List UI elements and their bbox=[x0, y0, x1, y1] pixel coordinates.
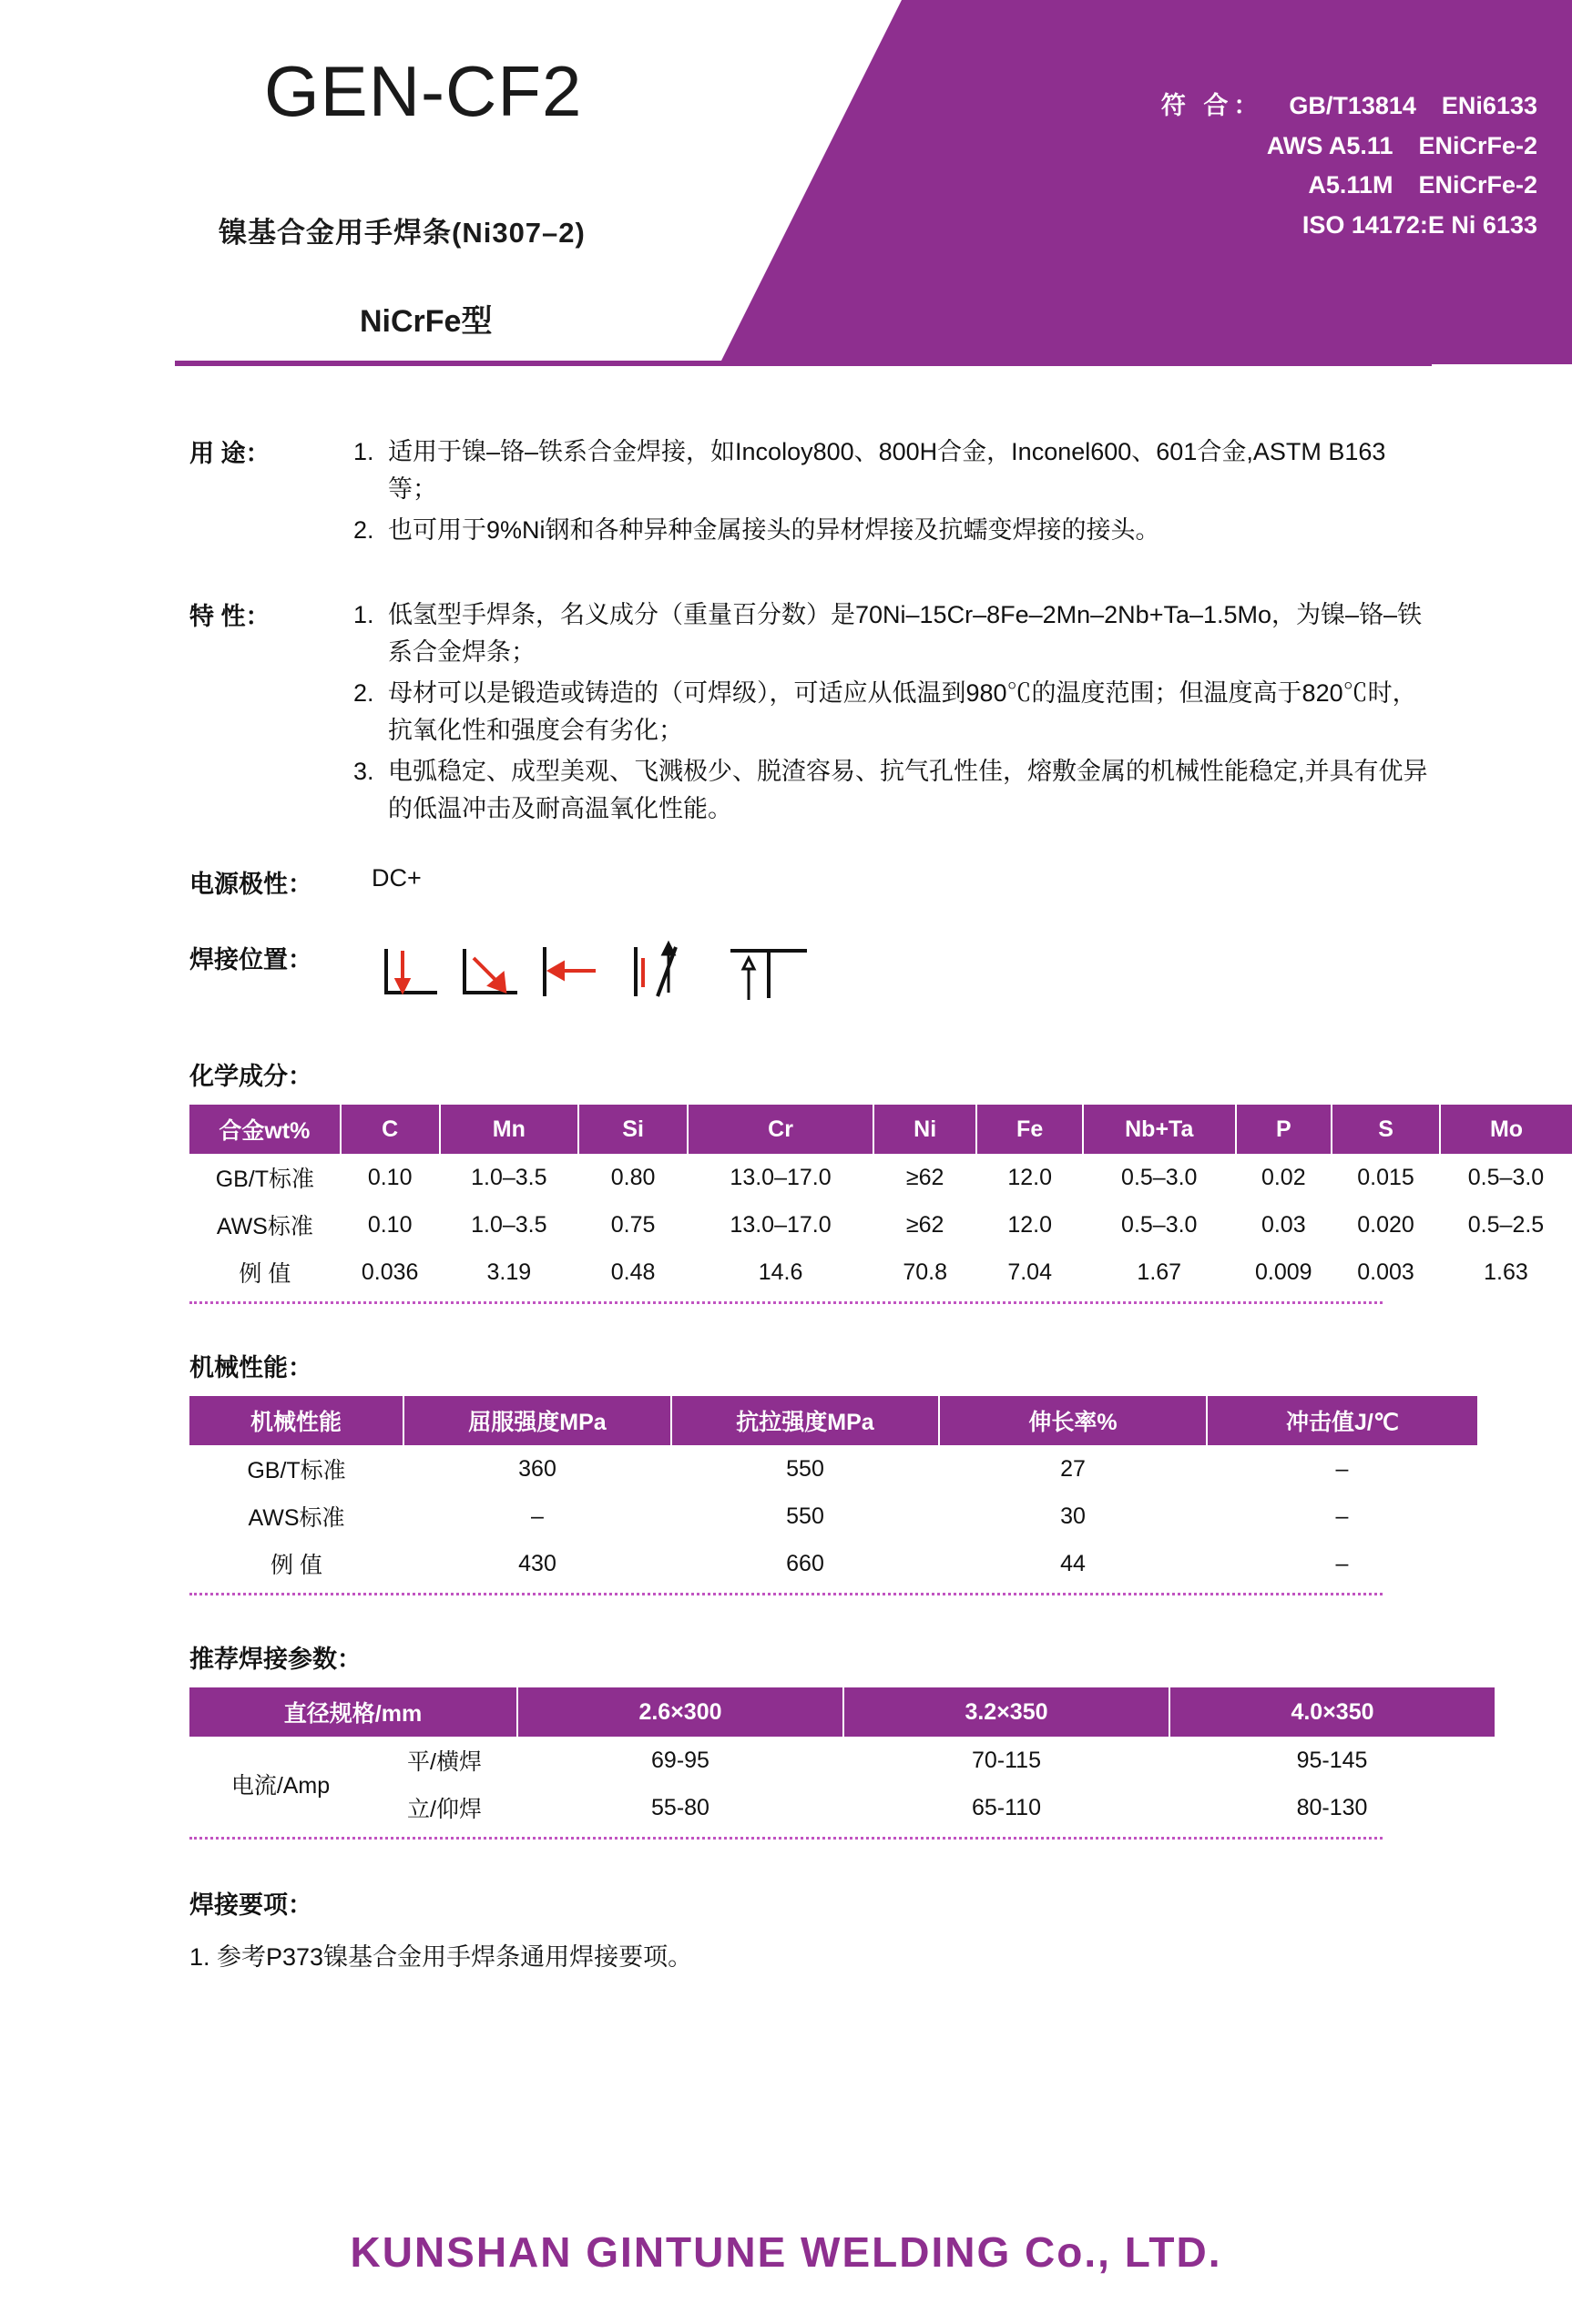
chem-r1-c3: 0.75 bbox=[610, 1211, 656, 1238]
chem-r1-c1: 0.10 bbox=[367, 1211, 413, 1238]
table-header-row bbox=[189, 1396, 1477, 1445]
chemistry-heading: 化学成分： bbox=[189, 1063, 312, 1091]
mech-r2-c2: 660 bbox=[786, 1550, 824, 1576]
char-text-1: 母材可以是锻造或铸造的（可焊级），可适应从低温到980℃的温度范围；但温度高于820℃时，抗氧化性和强度会有劣化； bbox=[388, 679, 1417, 745]
standards-block bbox=[1136, 87, 1537, 246]
standard-2-a: A5.11M bbox=[1308, 171, 1393, 199]
notes-heading: 焊接要项： bbox=[189, 1891, 312, 1920]
chem-r1-c9: 0.020 bbox=[1357, 1211, 1414, 1238]
list-item bbox=[353, 753, 1428, 828]
char-num-0: 1. bbox=[353, 601, 374, 629]
mech-r1-c3: 30 bbox=[1060, 1503, 1086, 1529]
mech-r1-c2: 550 bbox=[786, 1503, 824, 1529]
chem-col-6: Fe bbox=[976, 1105, 1083, 1154]
parameters-divider bbox=[189, 1837, 1383, 1840]
mech-r1-c4: – bbox=[1335, 1503, 1349, 1529]
mech-col-1: 屈服强度MPa bbox=[403, 1396, 671, 1445]
chem-r2-c7: 1.67 bbox=[1137, 1259, 1182, 1285]
mech-col-2: 抗拉强度MPa bbox=[671, 1396, 939, 1445]
purpose-section bbox=[0, 433, 1572, 553]
chem-col-10: Mo bbox=[1440, 1105, 1572, 1154]
purpose-label: 用 途： bbox=[189, 440, 271, 467]
param-r1-c0: 立/仰焊 bbox=[407, 1797, 482, 1823]
purpose-list bbox=[353, 433, 1428, 553]
param-col-3: 4.0×350 bbox=[1169, 1687, 1495, 1737]
mechanical-divider bbox=[189, 1593, 1383, 1595]
chemistry-divider bbox=[189, 1301, 1383, 1304]
chem-col-3: Si bbox=[578, 1105, 688, 1154]
weld-position-figures-icon bbox=[366, 940, 858, 1013]
chem-r2-c4: 14.6 bbox=[758, 1259, 803, 1285]
company-name: KUNSHAN GINTUNE WELDING Co., LTD. bbox=[350, 2228, 1222, 2276]
chem-r0-c2: 1.0–3.5 bbox=[471, 1164, 547, 1190]
weld-position-label: 焊接位置： bbox=[189, 946, 312, 974]
mech-r2-c3: 44 bbox=[1060, 1550, 1086, 1576]
chem-col-2: Mn bbox=[440, 1105, 578, 1154]
chem-r0-c9: 0.015 bbox=[1357, 1164, 1414, 1190]
table-header-row bbox=[189, 1105, 1572, 1154]
polarity-section bbox=[0, 864, 1572, 900]
mech-r0-c4: – bbox=[1335, 1455, 1349, 1482]
chem-r0-c0: GB/T标准 bbox=[215, 1167, 315, 1193]
notes-section bbox=[0, 1885, 1572, 1972]
chem-r2-c10: 1.63 bbox=[1484, 1259, 1528, 1285]
param-r1-c1: 55-80 bbox=[651, 1794, 709, 1820]
table-row bbox=[189, 1154, 1572, 1201]
param-r1-c2: 65-110 bbox=[972, 1794, 1041, 1820]
mech-r0-c0: GB/T标准 bbox=[247, 1458, 346, 1484]
standards-row-1 bbox=[1136, 127, 1537, 167]
standards-row-0 bbox=[1136, 87, 1537, 127]
table-row bbox=[189, 1445, 1477, 1493]
mech-r1-c1: – bbox=[531, 1503, 544, 1529]
chem-r0-c4: 13.0–17.0 bbox=[730, 1164, 832, 1190]
mech-r2-c0: 例 值 bbox=[271, 1553, 322, 1579]
characteristics-section bbox=[0, 596, 1572, 831]
list-item bbox=[353, 596, 1428, 671]
purpose-num-0: 1. bbox=[353, 438, 374, 465]
char-text-2: 电弧稳定、成型美观、飞溅极少、脱渣容易、抗气孔性佳，熔敷金属的机械性能稳定,并具有优异的低温冲击及耐高温氧化性能。 bbox=[388, 758, 1428, 823]
chem-r2-c9: 0.003 bbox=[1357, 1259, 1414, 1285]
chem-r2-c2: 3.19 bbox=[486, 1259, 532, 1285]
chem-r1-c7: 0.5–3.0 bbox=[1121, 1211, 1198, 1238]
list-item bbox=[353, 512, 1428, 549]
param-r0-c3: 95-145 bbox=[1296, 1747, 1368, 1773]
chem-r1-c0: AWS标准 bbox=[216, 1214, 313, 1240]
param-r0-c1: 69-95 bbox=[651, 1747, 709, 1773]
chem-r1-c4: 13.0–17.0 bbox=[730, 1211, 832, 1238]
mechanical-heading: 机械性能： bbox=[189, 1354, 312, 1382]
polarity-label: 电源极性： bbox=[189, 871, 312, 899]
page-footer bbox=[0, 2227, 1572, 2277]
chem-r0-c7: 0.5–3.0 bbox=[1121, 1164, 1198, 1190]
table-row bbox=[189, 1737, 1495, 1784]
table-row bbox=[189, 1540, 1477, 1587]
parameters-table bbox=[189, 1687, 1495, 1831]
polarity-value: DC+ bbox=[372, 864, 422, 892]
page-content bbox=[0, 433, 1572, 1972]
product-subtitle: 镍基合金用手焊条(Ni307–2) bbox=[219, 217, 586, 249]
chem-r0-c10: 0.5–3.0 bbox=[1467, 1164, 1545, 1190]
chem-col-1: C bbox=[341, 1105, 440, 1154]
mech-col-3: 伸长率% bbox=[939, 1396, 1207, 1445]
product-code: GEN-CF2 bbox=[264, 51, 583, 131]
notes-item-0: 1. 参考P373镍基合金用手焊条通用焊接要项。 bbox=[189, 1943, 693, 1972]
chem-r2-c3: 0.48 bbox=[610, 1259, 656, 1285]
char-num-1: 2. bbox=[353, 679, 374, 708]
standard-2-b: ENiCrFe-2 bbox=[1418, 171, 1537, 199]
chem-r2-c1: 0.036 bbox=[361, 1259, 419, 1285]
param-col-1: 2.6×300 bbox=[517, 1687, 843, 1737]
chem-r2-c5: 70.8 bbox=[903, 1259, 947, 1285]
mechanical-table bbox=[189, 1396, 1477, 1587]
mech-r2-c4: – bbox=[1335, 1550, 1349, 1576]
chem-col-5: Ni bbox=[873, 1105, 976, 1154]
char-text-0: 低氢型手焊条，名义成分（重量百分数）是70Ni–15Cr–8Fe–2Mn–2Nb+Ta–1.5Mo，为镍–铬–铁系合金焊条； bbox=[388, 601, 1423, 667]
standards-label: 符 合： bbox=[1160, 92, 1264, 119]
table-header-row bbox=[189, 1687, 1495, 1737]
purpose-text-1: 也可用于9%Ni钢和各种异种金属接头的异材焊接及抗蠕变焊接的接头。 bbox=[388, 516, 1160, 545]
param-r0-c2: 70-115 bbox=[972, 1747, 1041, 1773]
mech-r1-c0: AWS标准 bbox=[248, 1505, 345, 1532]
chem-r0-c3: 0.80 bbox=[610, 1164, 656, 1190]
chem-r0-c6: 12.0 bbox=[1007, 1164, 1052, 1190]
list-item bbox=[353, 433, 1428, 508]
product-type: NiCrFe型 bbox=[360, 304, 493, 339]
table-row bbox=[189, 1201, 1572, 1249]
mech-col-0: 机械性能 bbox=[189, 1396, 403, 1445]
chemistry-table bbox=[189, 1105, 1572, 1296]
table-row bbox=[189, 1249, 1572, 1296]
page-header bbox=[0, 0, 1572, 364]
standard-1-a: AWS A5.11 bbox=[1266, 131, 1393, 159]
chem-col-4: Cr bbox=[688, 1105, 873, 1154]
chem-r0-c5: ≥62 bbox=[905, 1164, 944, 1190]
mech-r0-c2: 550 bbox=[786, 1455, 824, 1482]
purpose-text-0: 适用于镍–铬–铁系合金焊接，如Incoloy800、800H合金，Inconel600、601合金,ASTM B163等； bbox=[388, 438, 1386, 504]
standards-row-2 bbox=[1136, 166, 1537, 206]
chem-r2-c6: 7.04 bbox=[1007, 1259, 1052, 1285]
mech-r0-c3: 27 bbox=[1060, 1455, 1086, 1482]
chem-r1-c5: ≥62 bbox=[905, 1211, 944, 1238]
weld-position-section bbox=[0, 940, 1572, 1013]
characteristics-label: 特 性： bbox=[189, 603, 271, 631]
weld-position-icons bbox=[353, 940, 858, 1013]
parameters-heading: 推荐焊接参数： bbox=[189, 1646, 362, 1674]
param-group-label: 电流/Amp bbox=[230, 1773, 331, 1799]
char-num-2: 3. bbox=[353, 758, 374, 786]
chem-r1-c8: 0.03 bbox=[1261, 1211, 1306, 1238]
standard-0-b: ENi6133 bbox=[1441, 92, 1537, 119]
mech-r2-c1: 430 bbox=[518, 1550, 556, 1576]
chem-r0-c8: 0.02 bbox=[1261, 1164, 1306, 1190]
mech-col-4: 冲击值J/℃ bbox=[1207, 1396, 1477, 1445]
standard-0-a: GB/T13814 bbox=[1289, 92, 1416, 119]
standard-3-a: ISO 14172:E Ni 6133 bbox=[1301, 211, 1537, 240]
param-col-2: 3.2×350 bbox=[843, 1687, 1169, 1737]
chem-r1-c2: 1.0–3.5 bbox=[471, 1211, 547, 1238]
chem-r1-c6: 12.0 bbox=[1007, 1211, 1052, 1238]
standards-row-3 bbox=[1136, 206, 1537, 246]
table-row bbox=[189, 1493, 1477, 1540]
purpose-num-1: 2. bbox=[353, 516, 374, 545]
standard-1-b: ENiCrFe-2 bbox=[1418, 131, 1537, 159]
chem-r2-c8: 0.009 bbox=[1255, 1259, 1312, 1285]
chem-col-0: 合金wt% bbox=[189, 1105, 341, 1154]
chem-r2-c0: 例 值 bbox=[239, 1261, 291, 1288]
list-item bbox=[353, 675, 1428, 749]
chem-col-7: Nb+Ta bbox=[1083, 1105, 1236, 1154]
chem-r0-c1: 0.10 bbox=[367, 1164, 413, 1190]
mech-r0-c1: 360 bbox=[518, 1455, 556, 1482]
characteristics-list bbox=[353, 596, 1428, 831]
chem-col-9: S bbox=[1332, 1105, 1440, 1154]
param-r1-c3: 80-130 bbox=[1296, 1794, 1368, 1820]
chem-col-8: P bbox=[1236, 1105, 1332, 1154]
table-row bbox=[189, 1784, 1495, 1831]
param-col-0: 直径规格/mm bbox=[189, 1687, 517, 1737]
chem-r1-c10: 0.5–2.5 bbox=[1467, 1211, 1545, 1238]
param-r0-c0: 平/横焊 bbox=[407, 1749, 482, 1776]
